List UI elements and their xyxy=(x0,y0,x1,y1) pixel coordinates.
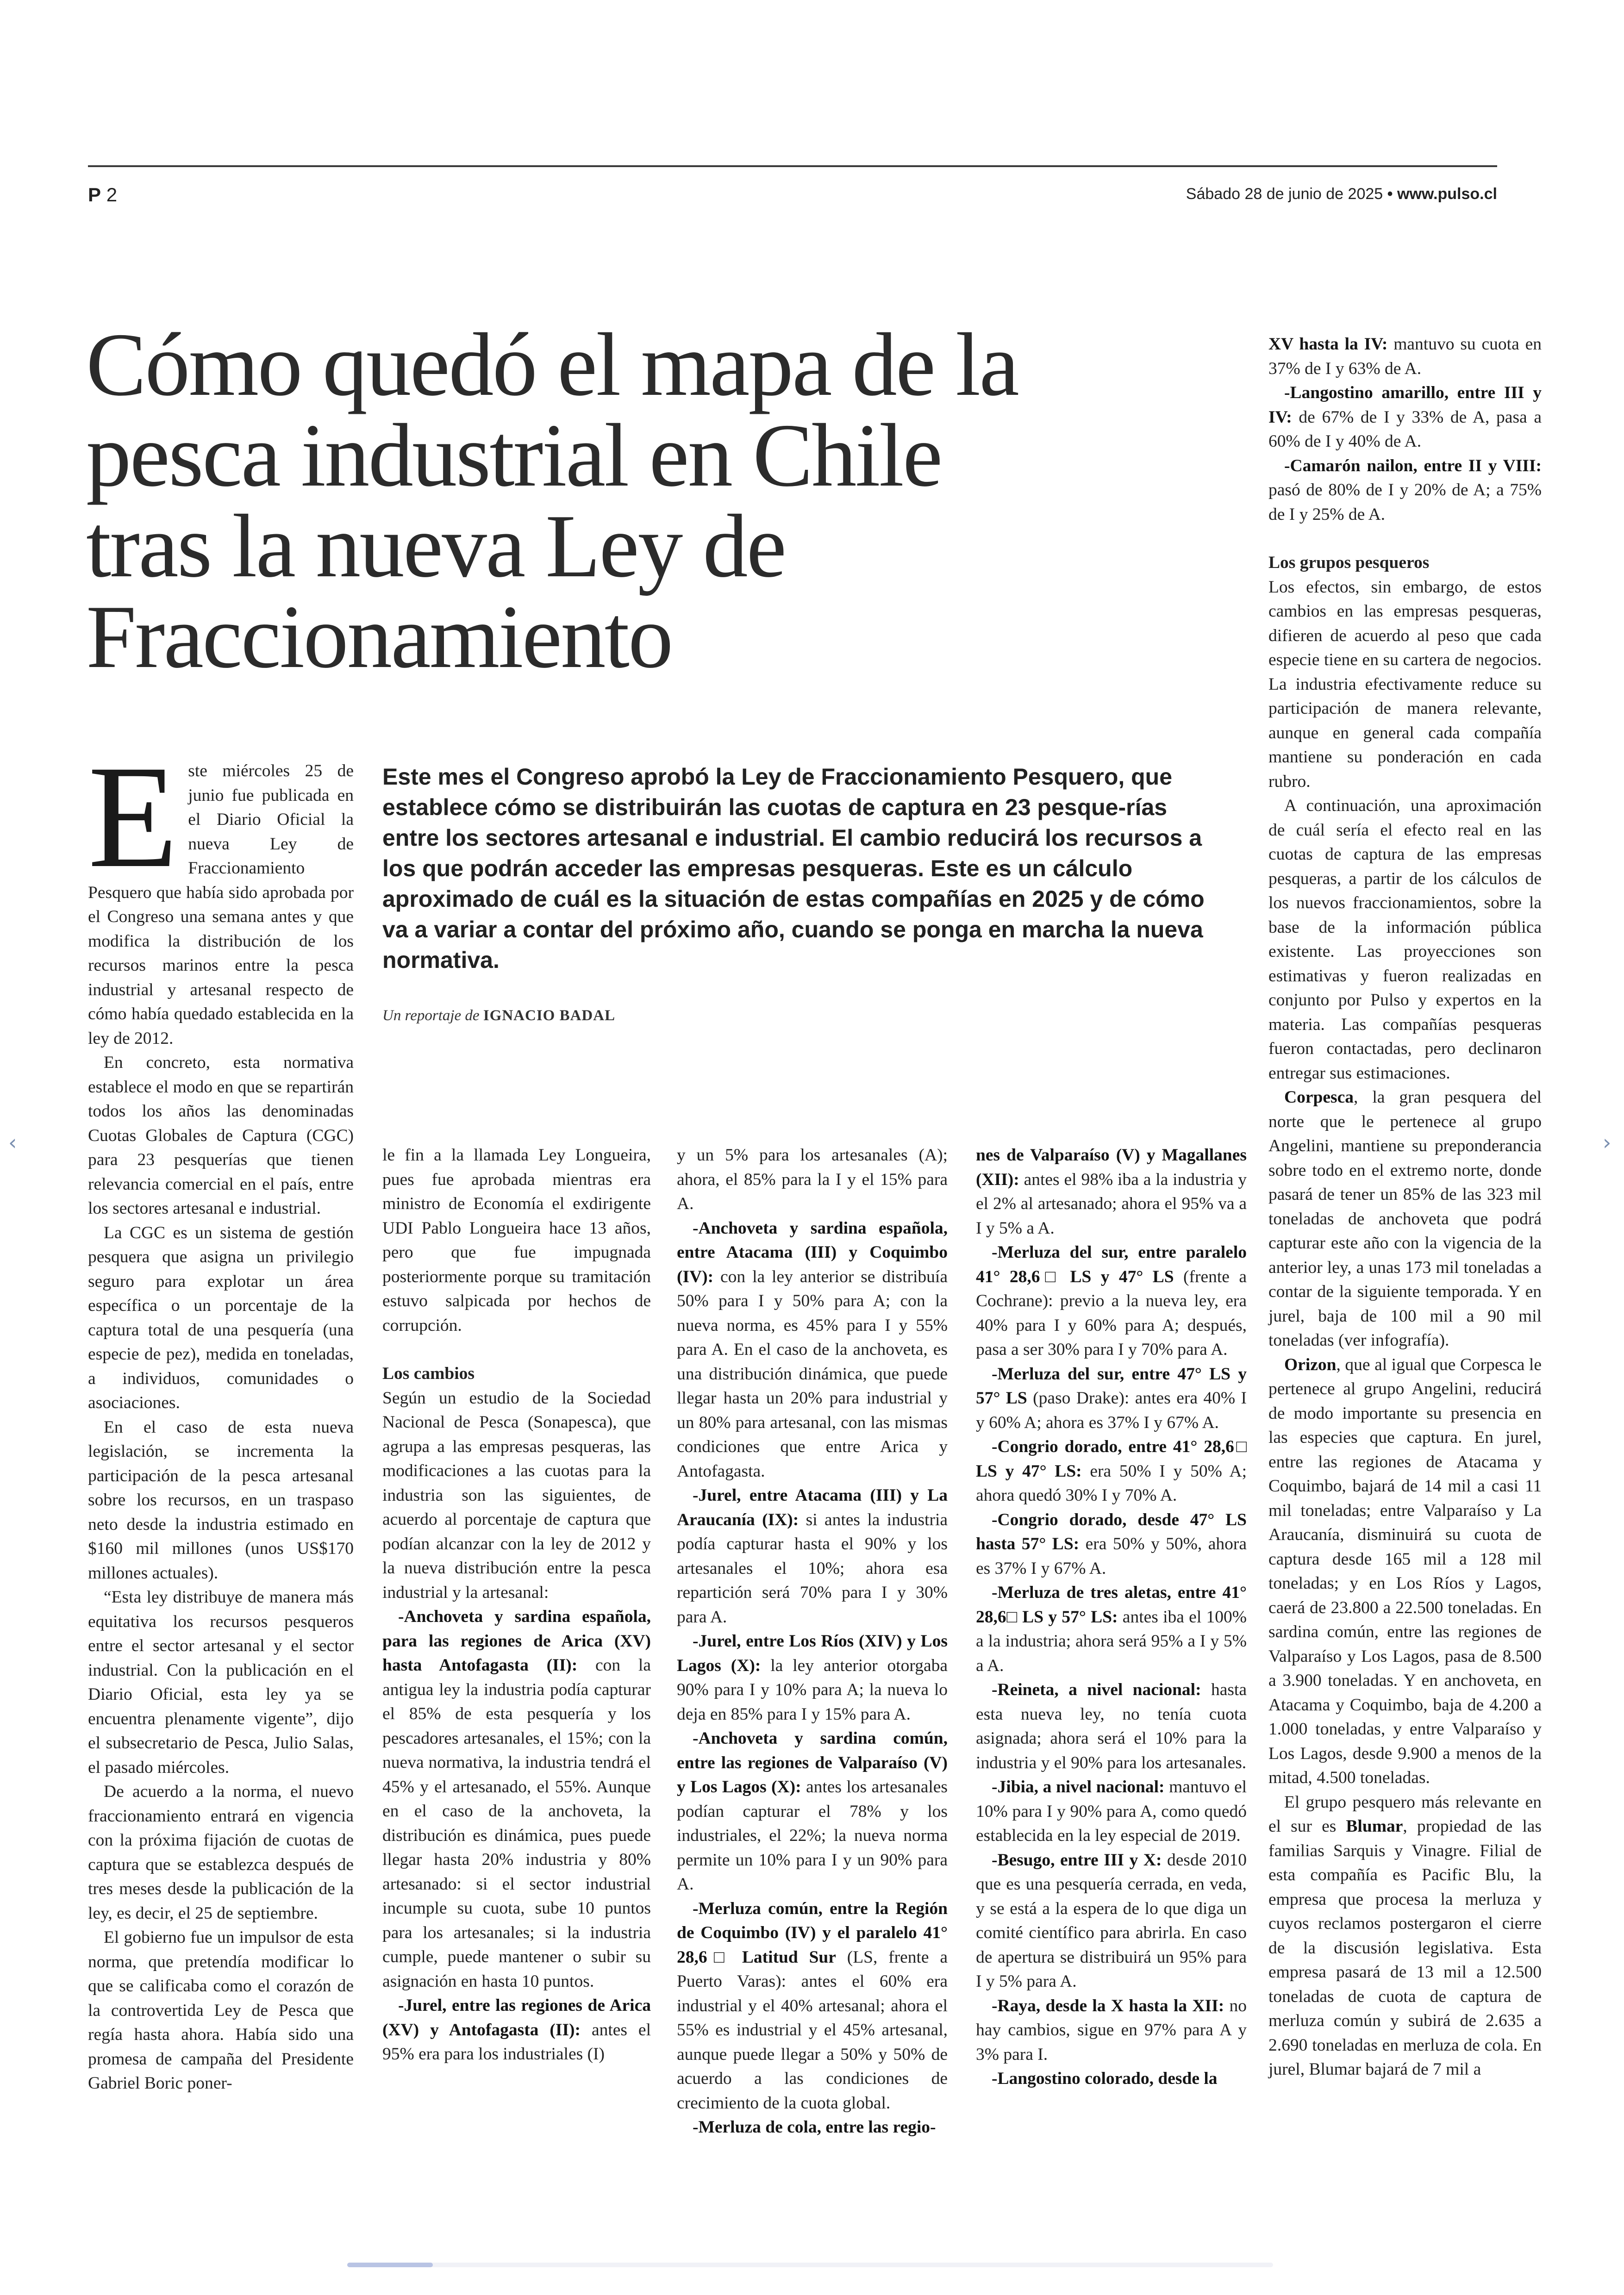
paragraph: Este miércoles 25 de junio fue publicada en el Diario Oficial la nueva Ley de Fraccionamiento Pesquero que había sido aprobada por el Congreso una semana antes y que modifica la distribución de los recursos marinos entre la pesca industrial y artesanal respecto de cómo había quedado establecida en la ley de 2012. xyxy=(88,735,354,1048)
paragraph: Orizon, que al igual que Corpesca le pertenece al grupo Angelini, reducirá de modo importante su presencia en las especies que captura. En jurel, entre las regiones de Atacama y Coquimbo, bajará de 14 mil a casi 11 mil toneladas; entre Valparaíso y La Araucanía, disminuirá su cuota de captura desde 165 mil a 128 mil toneladas; y en Los Ríos y Lagos, caerá de 23.800 a 22.500 toneladas. En sardina común, entre las regiones de Valparaíso y Los Lagos, pasa de 8.500 a 3.900 toneladas. Y en anchoveta, en Atacama y Coquimbo, baja de 4.200 a 1.000 toneladas, y entre Valparaíso y Los Lagos, desde 9.900 a menos de la mitad, 4.500 toneladas. xyxy=(1268,1355,1542,1787)
list-item: -Jurel, entre Atacama (III) y La Araucanía (IX): si antes la industria podía capturar hasta el 90% y los artesanales el 10%; ahora esa repartición será 70% para I y 30% para A. xyxy=(677,1486,948,1627)
dateline: Sábado 28 de junio de 2025 • www.pulso.cl xyxy=(1186,185,1497,203)
list-item: -Merluza de cola, entre las regio- xyxy=(693,2118,936,2137)
issue-date: Sábado 28 de junio de 2025 xyxy=(1186,185,1383,203)
top-rule xyxy=(88,165,1497,167)
paragraph: El gobierno fue un impulsor de esta norma, que pretendía modificar lo que se calificaba como el corazón de la controvertida Ley de Pesca que regía hasta ahora. Había sido una promesa de campaña del Presidente Gabriel Boric poner- xyxy=(88,1928,354,2093)
list-item: -Besugo, entre III y X: desde 2010 que es una pesquería cerrada, en veda, y se está a la espera de lo que diga un comité científico para abrirla. En caso de apertura se distribuirá un 95% para I y 5% para A. xyxy=(976,1850,1247,1991)
next-page-chevron-icon[interactable]: › xyxy=(1603,1130,1612,1155)
article-column-1 xyxy=(88,735,354,2096)
scrollbar-track[interactable] xyxy=(347,2263,1273,2267)
list-item: -Congrio dorado, entre 41° 28,6□ LS y 47° LS: era 50% I y 50% A; ahora quedó 30% I y 70% A. xyxy=(976,1437,1247,1505)
section-subhead: Los cambios xyxy=(382,1364,475,1383)
prev-page-chevron-icon[interactable]: ‹ xyxy=(8,1130,17,1155)
paragraph: A continuación, una aproximación de cuál sería el efecto real en las cuotas de captura de las empresas pesqueras, a partir de los cálculos de los nuevos fraccionamientos, sobre la base de la información pública existente. Las proyecciones son estimativas y fueron realizadas en conjunto por Pulso y expertos en la materia. Las compañías pesqueras fueron contactadas, pero declinaron entregar sus estimaciones. xyxy=(1268,796,1542,1083)
paragraph: En el caso de esta nueva legislación, se incrementa la participación de la pesca artesanal sobre los recursos, en un traspaso neto desde la industria estimado en $160 mil millones (unos US$170 millones actuales). xyxy=(88,1417,354,1583)
paragraph: En concreto, esta normativa establece el modo en que se repartirán todos los años las denominadas Cuotas Globales de Captura (CGC) para 23 pesquerías que tienen relevancia comercial en el país, entre los sectores artesanal e industrial. xyxy=(88,1053,354,1218)
article-column-2 xyxy=(382,1143,651,2067)
list-item: -Jibia, a nivel nacional: mantuvo el 10% para I y 90% para A, como quedó establecida en la ley especial de 2019. xyxy=(976,1777,1247,1845)
list-item: XV hasta la IV: mantuvo su cuota en 37% de I y 63% de A. xyxy=(1268,335,1542,378)
list-item: -Raya, desde la X hasta la XII: no hay cambios, sigue en 97% para A y 3% para I. xyxy=(976,1996,1247,2064)
paragraph: y un 5% para los artesanales (A); ahora, el 85% para la I y el 15% para A. xyxy=(677,1146,948,1213)
paragraph: La CGC es un sistema de gestión pesquera que asigna un privilegio seguro para explotar un área específica o un porcentaje de la captura total de una pesquería (una especie de pez), medida en toneladas, a individuos, comunidades o asociaciones. xyxy=(88,1223,354,1412)
article-column-3 xyxy=(677,1143,948,2140)
paragraph: Según un estudio de la Sociedad Nacional de Pesca (Sonapesca), que agrupa a las empresas pesqueras, las modificaciones a las cuotas para la industria son las siguientes, de acuerdo al porcentaje de captura que podían alcanzar con la ley de 2012 y la nueva distribución entre la pesca industrial y la artesanal: xyxy=(382,1388,651,1602)
list-item: -Congrio dorado, desde 47° LS hasta 57° LS: era 50% y 50%, ahora es 37% I y 67% A. xyxy=(976,1510,1247,1578)
paragraph: le fin a la llamada Ley Longueira, pues fue aprobada mientras era ministro de Economía el exdirigente UDI Pablo Longueira hace 13 años, pero que fue impugnada posteriormente porque su tramitación estuvo salpicada por hechos de corrupción. xyxy=(382,1146,651,1335)
paragraph: Corpesca, la gran pesquera del norte que le pertenece al grupo Angelini, mantiene su preponderancia sobre todo en el extremo norte, donde pasará de tener un 85% de las 323 mil toneladas de anchoveta que podrá capturar este año con la vigencia de la anterior ley, a unas 173 mil toneladas a contar de la siguiente temporada. Y en jurel, baja de 100 mil a 90 mil toneladas (ver infografía). xyxy=(1268,1088,1542,1350)
article-lede: Este mes el Congreso aprobó la Ley de Fraccionamiento Pesquero, que establece cómo se distribuirán las cuotas de captura en 23 pesque-rías entre los sectores artesanal e industrial. El cambio reducirá los recursos a los que podrán acceder las empresas pesqueras. Este es un cálculo aproximado de cuál es la situación de estas compañías en 2025 y de cómo va a variar a contar del próximo año, cuando se ponga en marcha la nueva normativa. xyxy=(382,764,1205,973)
list-item: nes de Valparaíso (V) y Magallanes (XII): antes el 98% iba a la industria y el 2% al artesanado; ahora el 95% va a I y 5% a A. xyxy=(976,1146,1247,1238)
list-item: -Merluza de tres aletas, entre 41° 28,6□ LS y 57° LS: antes iba el 100% a la industria; ahora será 95% a I y 5% a A. xyxy=(976,1583,1247,1675)
article-column-4 xyxy=(976,1143,1247,2091)
paragraph: “Esta ley distribuye de manera más equitativa los recursos pesqueros entre el sector artesanal y el sector industrial. Con la publicación en el Diario Oficial, esta ley ya se encuentra plenamente vigente”, dijo el subsecretario de Pesca, Julio Salas, el pasado miércoles. xyxy=(88,1588,354,1777)
list-item: -Langostino amarillo, entre III y IV: de 67% de I y 33% de A, pasa a 60% de I y 40% de A. xyxy=(1268,383,1542,451)
list-item: -Merluza común, entre la Región de Coquimbo (IV) y el paralelo 41° 28,6□ Latitud Sur (LS, frente a Puerto Varas): antes el 60% era industrial y el 40% artesanal; ahora el 55% es industrial y el 45% artesanal, aunque puede llegar a 50% y 50% de acuerdo a las condiciones de crecimiento de la cuota global. xyxy=(677,1899,948,2113)
author-name: IGNACIO BADAL xyxy=(483,1007,616,1024)
paragraph: Los efectos, sin embargo, de estos cambios en las empresas pesqueras, difieren de acuerdo al peso que cada especie tiene en su cartera de negocios. La industria efectivamente reduce su participación de manera relevante, aunque en general cada compañía mantiene su ponderación en cada rubro. xyxy=(1268,577,1542,791)
section-subhead: Los grupos pesqueros xyxy=(1268,553,1430,572)
paragraph: De acuerdo a la norma, el nuevo fraccionamiento entrará en vigencia con la próxima fijación de cuotas de captura que se establezca después de tres meses desde la publicación de la ley, es decir, el 25 de septiembre. xyxy=(88,1782,354,1923)
byline: Un reportaje de IGNACIO BADAL xyxy=(382,1007,616,1024)
list-item: -Merluza del sur, entre 47° LS y 57° LS (paso Drake): antes era 40% I y 60% A; ahora es 37% I y 67% A. xyxy=(976,1364,1247,1432)
list-item: -Camarón nailon, entre II y VIII: pasó de 80% de I y 20% de A; a 75% de I y 25% de A. xyxy=(1268,456,1542,524)
article-column-5 xyxy=(1268,332,1542,2082)
page-folio: P 2 xyxy=(88,184,118,206)
list-item: -Langostino colorado, desde la xyxy=(992,2069,1218,2088)
list-item: -Merluza del sur, entre paralelo 41° 28,6□ LS y 47° LS (frente a Cochrane): previo a la nueva ley, era 40% para I y 60% para A; después, pasa a ser 30% para I y 70% para A. xyxy=(976,1243,1247,1359)
list-item: -Anchoveta y sardina común, entre las regiones de Valparaíso (V) y Los Lagos (X): antes los artesanales podían capturar el 78% y los industriales, el 22%; la nueva norma permite un 10% para I y un 90% para A. xyxy=(677,1729,948,1894)
drop-cap: E xyxy=(88,735,178,898)
list-item: -Reineta, a nivel nacional: hasta esta nueva ley, no tenía cuota asignada; ahora será el 10% para la industria y el 90% para los artesanales. xyxy=(976,1680,1247,1772)
paragraph: El grupo pesquero más relevante en el sur es Blumar, propiedad de las familias Sarquis y Vinagre. Filial de esta compañía es Pacific Blu, la empresa que procesa la merluza y cuyos reclamos postergaron el cierre de la discusión legislativa. Esta empresa pasará de 13 mil a 12.500 toneladas de cuota de captura de merluza común y subirá de 2.635 a 2.690 toneladas en merluza de cola. En jurel, Blumar bajará de 7 mil a xyxy=(1268,1792,1542,2079)
list-item: -Jurel, entre Los Ríos (XIV) y Los Lagos (X): la ley anterior otorgaba 90% para I y 10% para A; la nueva lo deja en 85% para I y 15% para A. xyxy=(677,1632,948,1724)
list-item: -Jurel, entre las regiones de Arica (XV) y Antofagasta (II): antes el 95% era para los industriales (I) xyxy=(382,1996,651,2064)
site-url[interactable]: www.pulso.cl xyxy=(1397,185,1497,203)
list-item: -Anchoveta y sardina española, para las regiones de Arica (XV) hasta Antofagasta (II): con la antigua ley la industria podía capturar el 85% de esta pesquería y los pescadores artesanales, el 15%; con la nueva normativa, la industria tendrá el 45% y el artesanado, el 55%. Aunque en el caso de la anchoveta, la distribución es dinámica, pues puede llegar hasta 20% industria y 80% artesanado: si el sector industrial incumple su cuota, sube 10 puntos para los artesanales; si la industria cumple, puede mantener o subir su asignación en hasta 10 puntos. xyxy=(382,1607,651,1991)
list-item: -Anchoveta y sardina española, entre Atacama (III) y Coquimbo (IV): con la ley anterior se distribuía 50% para I y 50% para A; con la nueva norma, es 45% para I y 55% para A. En el caso de la anchoveta, es una distribución dinámica, que puede llegar hasta un 20% para industrial y un 80% para artesanal, con las mismas condiciones que entre Arica y Antofagasta. xyxy=(677,1218,948,1481)
scrollbar-thumb[interactable] xyxy=(347,2263,433,2267)
article-title: Cómo quedó el mapa de la pesca industrial en Chile tras la nueva Ley de Fraccionamiento xyxy=(86,315,1018,687)
